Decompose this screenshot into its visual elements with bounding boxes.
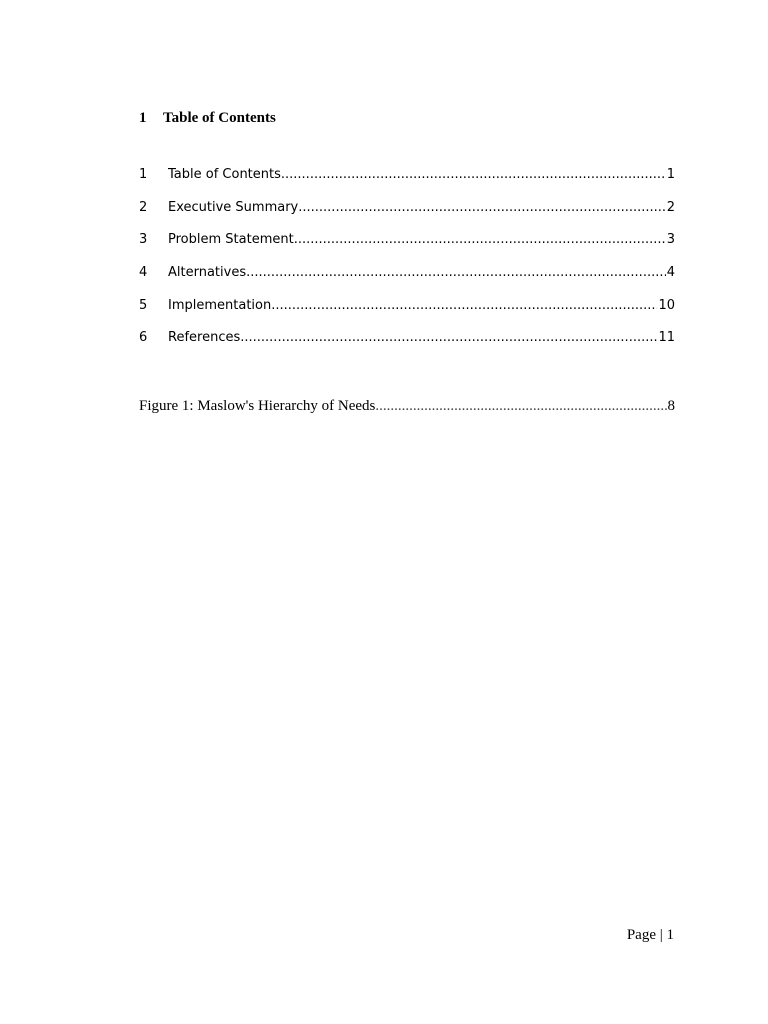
- toc-leader-dots: [298, 198, 665, 218]
- toc-entry-number: 6: [139, 330, 148, 346]
- figure-entry[interactable]: [139, 396, 675, 416]
- toc-leader-dots: [246, 263, 666, 283]
- toc-entry[interactable]: [139, 263, 675, 296]
- toc-entry-number: 4: [139, 265, 148, 281]
- toc-leader-dots: [271, 296, 657, 316]
- toc-leader-dots: [240, 328, 657, 348]
- toc-entry-page: 4: [666, 265, 675, 281]
- toc-entry-title: References: [168, 330, 241, 346]
- toc-entry-number: 2: [139, 199, 148, 215]
- toc-entry[interactable]: [139, 165, 675, 198]
- toc-entry-number: 1: [139, 167, 148, 182]
- toc-entry[interactable]: [139, 296, 675, 329]
- toc-entry[interactable]: [139, 328, 675, 361]
- toc-entry[interactable]: [139, 230, 675, 263]
- toc-entry-page: 11: [658, 330, 675, 346]
- toc-heading-title: Table of Contents: [163, 110, 276, 126]
- toc-entry-title: Table of Contents: [168, 167, 281, 182]
- toc-list: [139, 165, 675, 361]
- toc-entry-number: 5: [139, 297, 148, 313]
- toc-entry-page: 2: [666, 199, 675, 215]
- toc-leader-dots: [281, 165, 666, 185]
- figure-entry-page: 8: [667, 398, 675, 414]
- toc-entry-page: 10: [658, 297, 675, 313]
- toc-entry-title: Alternatives: [168, 265, 247, 281]
- toc-entry-title: Problem Statement: [168, 232, 294, 248]
- toc-leader-dots: [294, 230, 666, 250]
- toc-entry-page: 1: [666, 167, 675, 182]
- toc-entry-number: 3: [139, 232, 148, 248]
- figure-leader-dots: [375, 396, 666, 416]
- figure-entry-title: Figure 1: Maslow's Hierarchy of Needs: [139, 398, 376, 414]
- toc-entry-title: Implementation: [168, 297, 272, 313]
- page-footer: Page | 1: [626, 927, 674, 943]
- toc-entry-title: Executive Summary: [168, 199, 299, 215]
- toc-heading: [139, 110, 276, 127]
- toc-heading-number: 1: [139, 110, 147, 126]
- toc-entry-page: 3: [666, 232, 675, 248]
- toc-entry[interactable]: [139, 198, 675, 231]
